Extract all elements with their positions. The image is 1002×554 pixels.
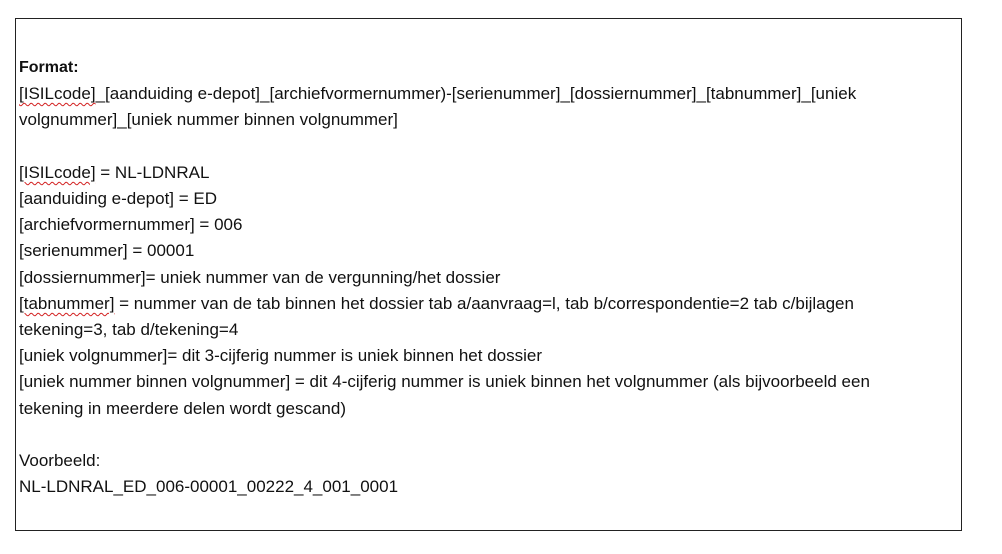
example-value: NL-LDNRAL_ED_006-00001_00222_4_001_0001 bbox=[19, 477, 399, 497]
document-body bbox=[19, 55, 959, 500]
tabnummer-value: = nummer van de tab binnen het dossier tab a/aanvraag=l, tab b/correspondentie=2 tab c/bijlagen bbox=[114, 293, 854, 313]
format-line-2: volgnummer]_[uniek nummer binnen volgnummer] bbox=[19, 110, 398, 130]
definition-uniek-binnen-volgnummer-continued: tekening in meerdere delen wordt gescand) bbox=[19, 398, 346, 418]
format-line-1 bbox=[19, 81, 959, 107]
definition-isilcode bbox=[19, 160, 959, 186]
definition-edepot: [aanduiding e-depot] = ED bbox=[19, 189, 218, 208]
definition-tabnummer bbox=[19, 291, 959, 317]
definition-uniek-binnen-volgnummer: [uniek nummer binnen volgnummer] = dit 4-cijferig nummer is uniek binnen het volgnummer (als bijvoorbeeld een bbox=[19, 372, 870, 392]
format-line-1-rest: _[aanduiding e-depot]_[archiefvormernummer)-[serienummer]_[dossiernummer]_[tabnummer]_[uniek bbox=[95, 84, 857, 104]
format-heading: Format: bbox=[19, 59, 79, 76]
definition-tabnummer-continued: tekening=3, tab d/tekening=4 bbox=[19, 320, 239, 340]
definition-dossiernummer: [dossiernummer]= uniek nummer van de vergunning/het dossier bbox=[19, 267, 501, 287]
document-frame bbox=[15, 18, 962, 531]
isilcode-spellcheck-word: [ISILcode] bbox=[19, 84, 96, 104]
spacer bbox=[19, 134, 959, 160]
isilcode-key: [ISILcode] bbox=[19, 162, 96, 182]
definition-serienummer: [serienummer] = 00001 bbox=[19, 241, 195, 261]
example-heading: Voorbeeld: bbox=[19, 451, 101, 471]
isilcode-value: = NL-LDNRAL bbox=[95, 162, 210, 182]
definition-uniek-volgnummer: [uniek volgnummer]= dit 3-cijferig nummer is uniek binnen het dossier bbox=[19, 346, 542, 366]
definition-archiefvormernummer: [archiefvormernummer] = 006 bbox=[19, 215, 243, 235]
spacer bbox=[19, 422, 959, 448]
tabnummer-key: [tabnummer] bbox=[19, 293, 115, 313]
